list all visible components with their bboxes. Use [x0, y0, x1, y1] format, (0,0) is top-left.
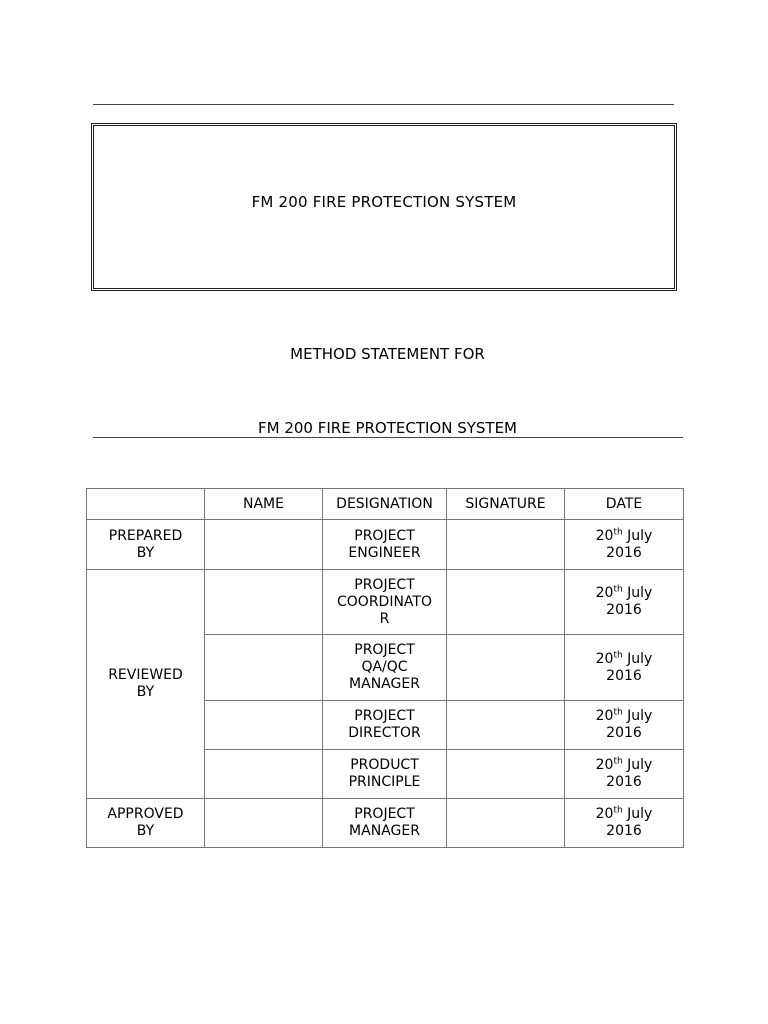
designation-line: MANAGER: [349, 823, 420, 839]
date-suffix: th: [613, 526, 623, 537]
date-line-day-month: [569, 757, 679, 774]
role-line: PREPARED: [108, 527, 183, 544]
top-horizontal-rule: [93, 104, 674, 105]
signature-cell: [447, 570, 565, 635]
designation-line: COORDINATO: [337, 593, 432, 610]
date-suffix: th: [613, 756, 623, 767]
date-cell: [565, 701, 684, 750]
designation-cell: [323, 635, 447, 701]
date-day: 20: [595, 585, 614, 601]
date-month: July: [622, 806, 653, 822]
role-cell-prepared: [87, 520, 205, 570]
date-cell: [565, 750, 684, 799]
header-designation: DESIGNATION: [323, 489, 447, 520]
designation-line: PROJECT: [354, 708, 415, 724]
date-year: 2016: [606, 544, 642, 561]
designation-line: QA/QC: [361, 659, 408, 675]
date-day: 20: [595, 757, 614, 773]
date-cell: [565, 799, 684, 848]
role-line: BY: [136, 823, 155, 839]
designation-cell: [323, 701, 447, 750]
date-day: 20: [595, 650, 614, 667]
date-month: July: [622, 650, 653, 667]
date-line-day-month: [569, 806, 679, 823]
date-cell: [565, 520, 684, 570]
name-cell: [205, 750, 323, 799]
header-role: [87, 489, 205, 520]
header-date: DATE: [565, 489, 684, 520]
role-cell-reviewed: [87, 570, 205, 799]
designation-cell: [323, 520, 447, 570]
name-cell: [205, 799, 323, 848]
designation-cell: [323, 799, 447, 848]
signature-cell: [447, 701, 565, 750]
designation-line: PROJECT: [354, 806, 415, 822]
name-cell: [205, 570, 323, 635]
designation-cell: [323, 750, 447, 799]
date-day: 20: [595, 527, 614, 544]
table-row: [87, 570, 684, 635]
date-line-day-month: [569, 585, 679, 602]
header-name: NAME: [205, 489, 323, 520]
signature-cell: [447, 635, 565, 701]
date-cell: [565, 635, 684, 701]
date-year: 2016: [606, 823, 642, 839]
date-month: July: [622, 757, 653, 773]
method-statement-heading: METHOD STATEMENT FOR: [290, 345, 485, 363]
designation-line: PRINCIPLE: [348, 774, 421, 790]
role-line: BY: [136, 544, 155, 561]
designation-cell: [323, 570, 447, 635]
role-line: BY: [136, 684, 155, 700]
date-year: 2016: [606, 602, 642, 618]
signature-cell: [447, 750, 565, 799]
signoff-table: [86, 488, 684, 848]
subheading-underline: [93, 437, 683, 438]
table-row: [87, 520, 684, 570]
designation-line: MANAGER: [349, 676, 420, 692]
designation-line: DIRECTOR: [348, 725, 421, 741]
designation-line: PROJECT: [354, 576, 415, 593]
date-suffix: th: [613, 707, 623, 718]
title-box: [91, 123, 677, 291]
date-suffix: th: [613, 584, 623, 595]
date-suffix: th: [613, 805, 623, 816]
designation-line: ENGINEER: [348, 544, 421, 561]
date-day: 20: [595, 806, 614, 822]
date-month: July: [622, 585, 653, 601]
date-line-day-month: [569, 651, 679, 668]
date-month: July: [622, 527, 653, 544]
date-year: 2016: [606, 774, 642, 790]
table-row: [87, 799, 684, 848]
signature-cell: [447, 799, 565, 848]
date-day: 20: [595, 708, 614, 724]
table-header-row: [87, 489, 684, 520]
name-cell: [205, 635, 323, 701]
date-cell: [565, 570, 684, 635]
document-title: FM 200 FIRE PROTECTION SYSTEM: [251, 193, 517, 211]
designation-line: PROJECT: [354, 527, 415, 544]
signature-cell: [447, 520, 565, 570]
role-line: APPROVED: [107, 806, 184, 822]
date-line-day-month: [569, 528, 679, 545]
name-cell: [205, 701, 323, 750]
date-month: July: [622, 708, 653, 724]
designation-line: PRODUCT: [350, 757, 419, 773]
designation-line: R: [379, 610, 390, 627]
name-cell: [205, 520, 323, 570]
date-year: 2016: [606, 667, 642, 684]
role-cell-approved: [87, 799, 205, 848]
role-line: REVIEWED: [108, 667, 183, 683]
date-suffix: th: [613, 649, 623, 660]
header-signature: SIGNATURE: [447, 489, 565, 520]
method-statement-subheading: FM 200 FIRE PROTECTION SYSTEM: [257, 419, 517, 437]
date-year: 2016: [606, 725, 642, 741]
designation-line: PROJECT: [354, 642, 415, 658]
date-line-day-month: [569, 708, 679, 725]
